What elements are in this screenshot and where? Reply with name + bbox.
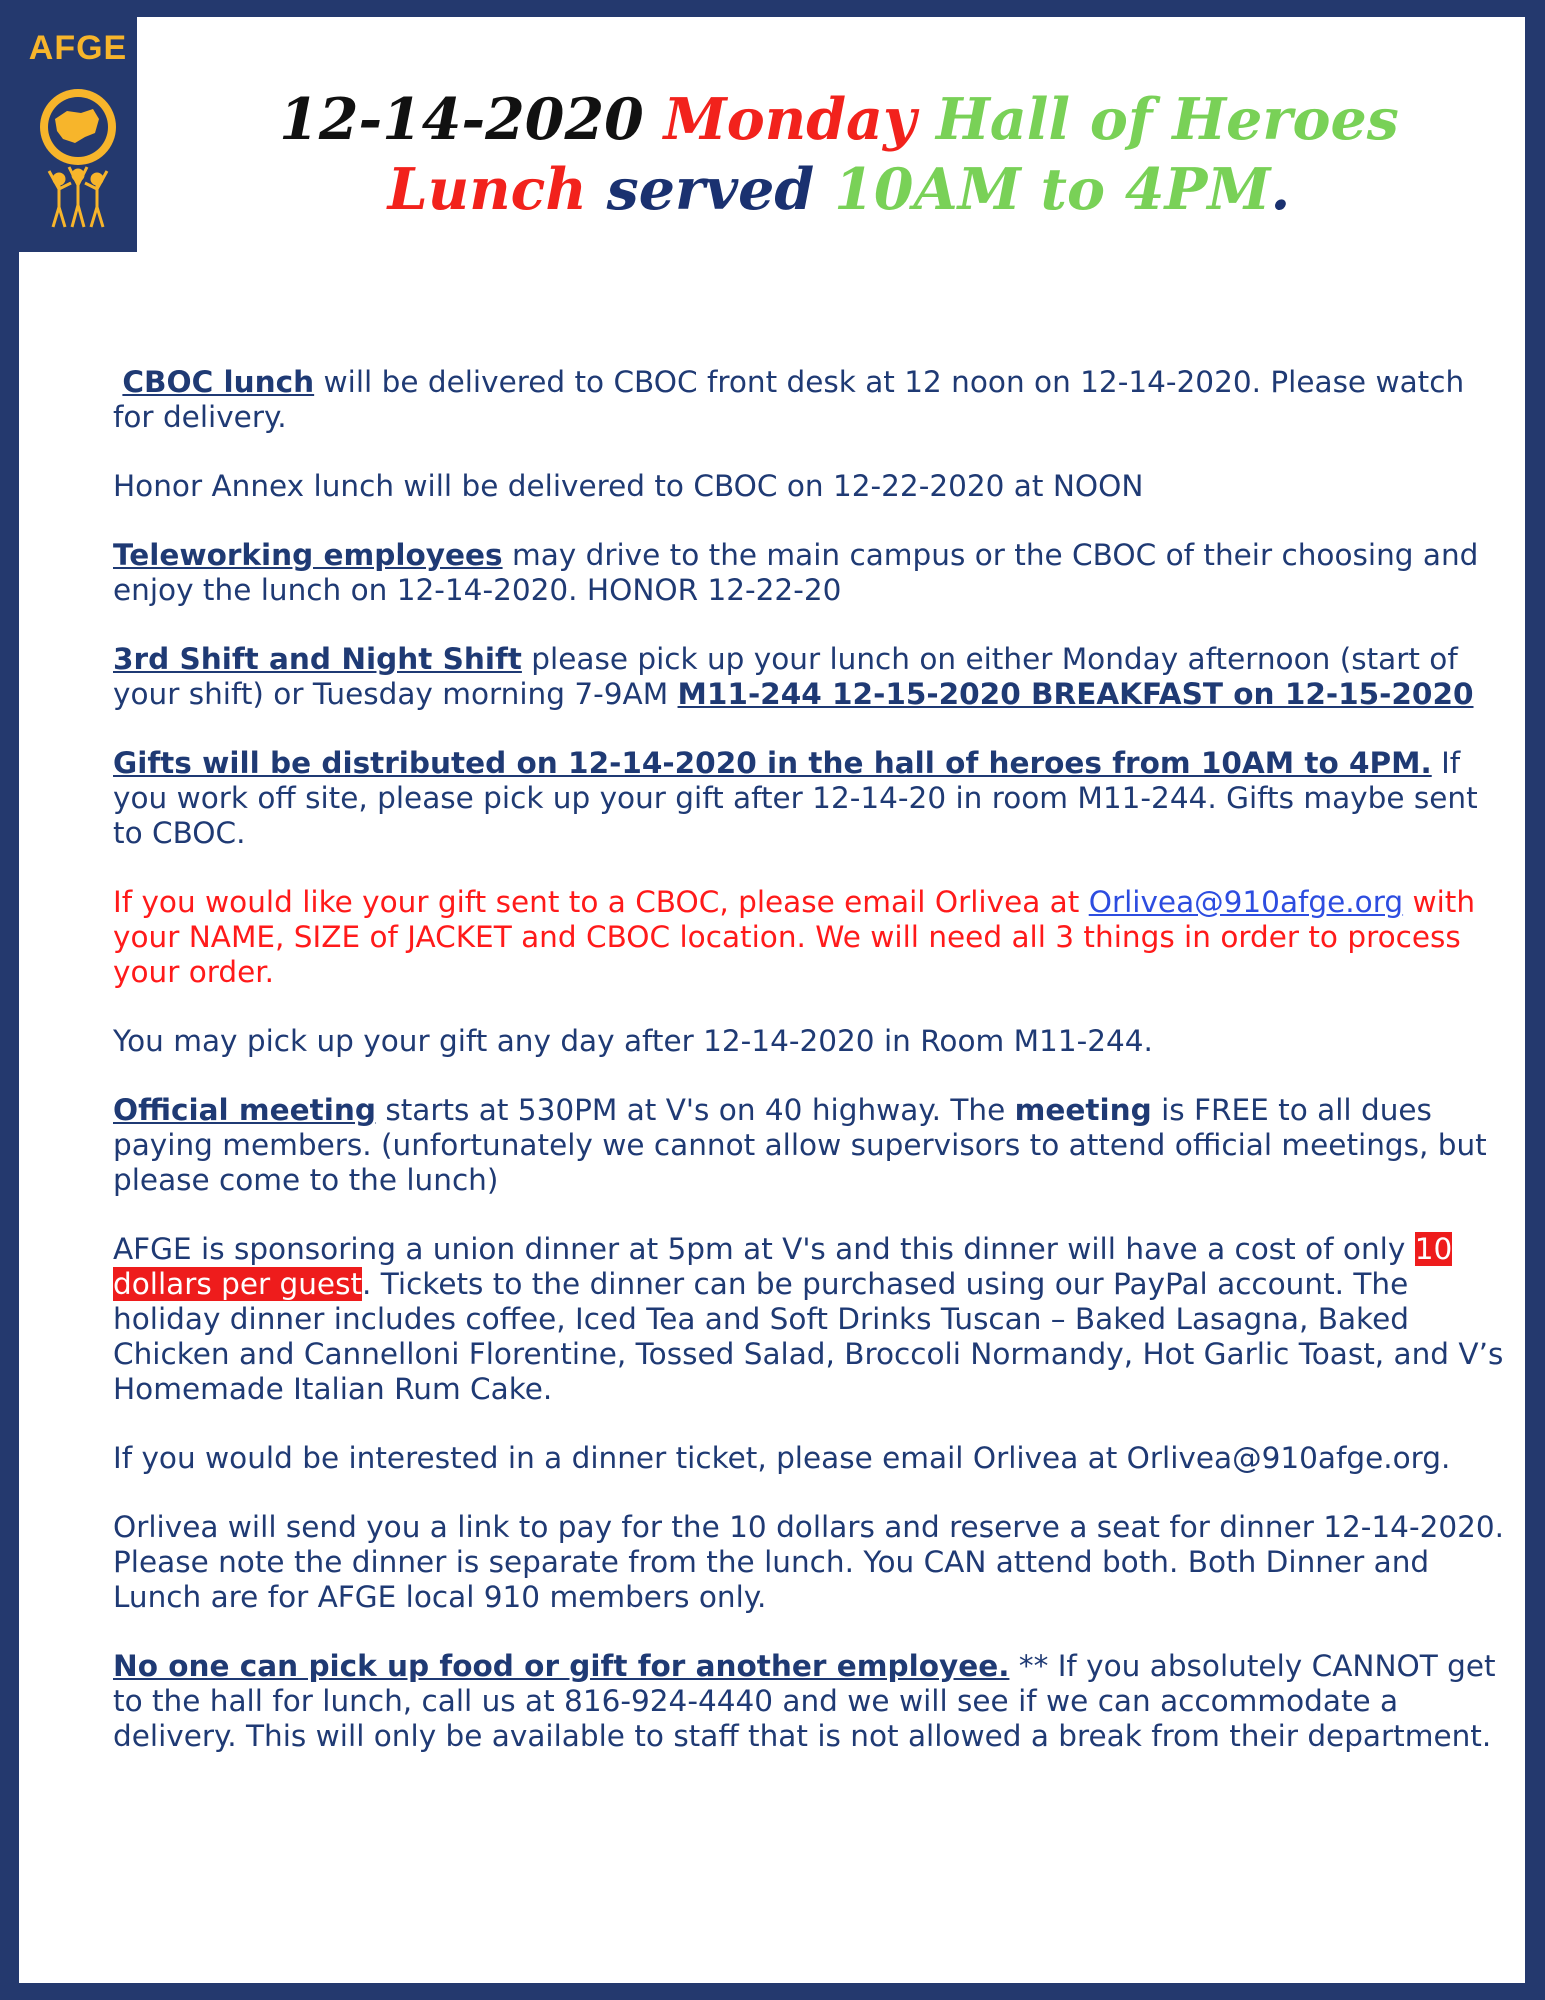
night-shift-heading: 3rd Shift and Night Shift [113,642,522,676]
union-dinner-text-start: AFGE is sponsoring a union dinner at 5pm at V's and this dinner will have a cost of only [113,1232,1415,1266]
announcement-body [113,365,1513,1788]
official-meeting-text-1: starts at 530PM at V's on 40 highway. The [375,1093,1015,1127]
title-day: Monday [663,86,917,153]
gift-cboc-text-end: with your NAME, SIZE of JACKET and CBOC location. We will need all 3 things in order to process your order. [113,885,1476,989]
title-lunch: Lunch [387,156,587,223]
union-dinner-text-end: . Tickets to the dinner can be purchased using our PayPal account. The holiday dinner includes coffee, Iced Tea and Soft Drinks Tuscan – Baked Lasagna, Baked Chicken and Cannelloni Florentine, Tossed Salad, Broccoli Normandy, Hot Garlic Toast, and V’s Homemade Italian Rum Cake. [113,1267,1504,1406]
dinner-ticket-paragraph [113,1441,1513,1476]
title-place: Hall of Heroes [935,86,1399,153]
title-served: served [606,156,815,223]
gift-cboc-paragraph [113,885,1513,990]
afge-logo [19,17,137,252]
gifts-paragraph [113,746,1513,851]
night-shift-paragraph [113,642,1513,712]
gift-pickup-paragraph [113,1024,1513,1059]
logo-text: AFGE [28,29,128,67]
flyer-page [19,17,1525,1983]
breakfast-note: M11-244 12-15-2020 BREAKFAST on 12-15-2020 [677,677,1474,711]
payment-text: Orlivea will send you a link to pay for the 10 dollars and reserve a seat for dinner 12-14-2020. Please note the dinner is separate from the lunch. You CAN attend both. Both Dinner and Lunch are for AFGE local 910 members only. [113,1510,1505,1614]
pickup-rule-paragraph [113,1649,1513,1754]
dinner-ticket-text: If you would be interested in a dinner ticket, please email Orlivea at Orlivea@910afge.org. [113,1441,1451,1475]
cboc-lunch-paragraph [113,365,1513,435]
title-period: . [1270,156,1291,223]
official-meeting-paragraph [113,1093,1513,1198]
gifts-text: If you work off site, please pick up your gift after 12-14-20 in room M11-244. Gifts maybe sent to CBOC. [113,746,1478,850]
honor-annex-paragraph [113,469,1513,504]
official-meeting-text-2: is FREE to all dues paying members. (unfortunately we cannot allow supervisors to attend official meetings, but please come to the lunch) [113,1093,1487,1197]
teleworking-heading: Teleworking employees [113,538,503,572]
teleworking-paragraph [113,538,1513,608]
pickup-rule-text: ** If you absolutely CANNOT get to the hall for lunch, call us at 816-924-4440 and we will see if we can accommodate a delivery. This will only be available to staff that is not allowed a break from their department. [113,1649,1496,1753]
teleworking-text: may drive to the main campus or the CBOC of their choosing and enjoy the lunch on 12-14-2020. HONOR 12-22-20 [113,538,1479,607]
payment-paragraph [113,1510,1513,1615]
page-title [159,85,1519,225]
night-shift-text: please pick up your lunch on either Monday afternoon (start of your shift) or Tuesday morning 7-9AM [113,642,1458,711]
cboc-lunch-text: will be delivered to CBOC front desk at 12 noon on 12-14-2020. Please watch for delivery. [113,365,1465,434]
gift-pickup-text: You may pick up your gift any day after 12-14-2020 in Room M11-244. [113,1024,1153,1058]
title-date: 12-14-2020 [279,86,644,153]
official-meeting-heading: Official meeting [113,1093,376,1127]
title-time: 10AM to 4PM [834,156,1271,223]
honor-annex-text: Honor Annex lunch will be delivered to CBOC on 12-22-2020 at NOON [113,469,1144,503]
price-highlight: 10 dollars per guest [113,1232,1453,1301]
pickup-rule-heading: No one can pick up food or gift for another employee. [113,1649,1010,1683]
email-link[interactable]: Orlivea@910afge.org [1088,885,1404,919]
meeting-bold: meeting [1014,1093,1152,1127]
gift-cboc-text-start: If you would like your gift sent to a CBOC, please email Orlivea at [113,885,1089,919]
union-emblem-icon [19,67,137,257]
union-dinner-paragraph [113,1232,1513,1407]
cboc-lunch-heading: CBOC lunch [122,365,315,399]
gifts-heading: Gifts will be distributed on 12-14-2020 in the hall of heroes from 10AM to 4PM. [113,746,1432,780]
